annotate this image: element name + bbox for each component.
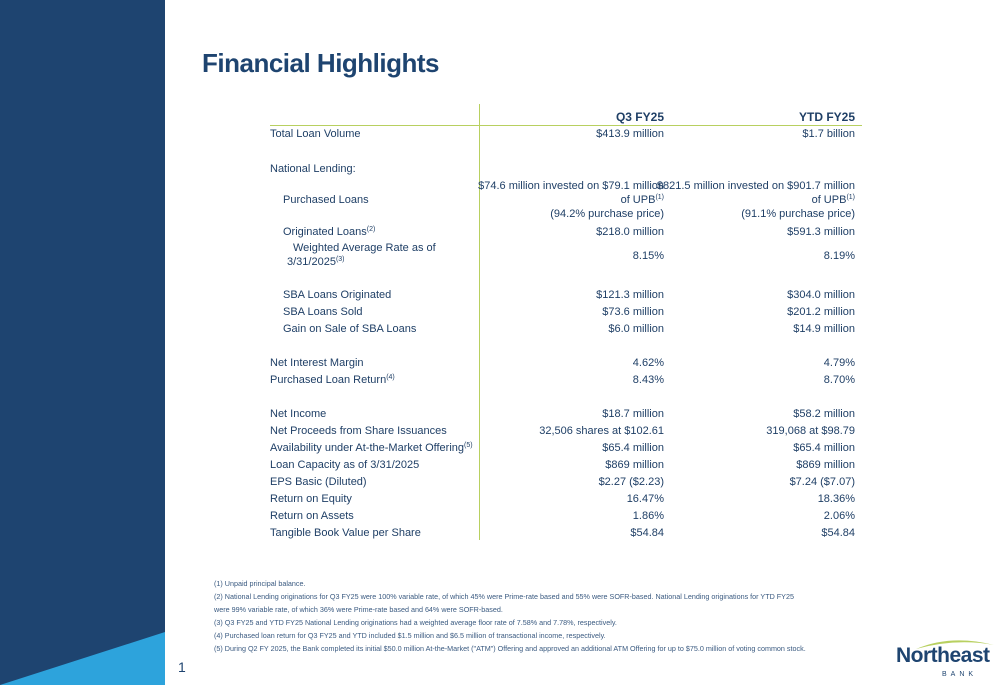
ytd-value: $591.3 million <box>787 226 855 238</box>
q3-value <box>621 194 664 206</box>
ytd-value: $14.9 million <box>793 323 855 335</box>
ytd-value: $7.24 ($7.07) <box>789 476 855 488</box>
row-label: Net Proceeds from Share Issuances <box>270 425 447 437</box>
row-label: Weighted Average Rate as of <box>293 242 436 254</box>
ytd-value: $201.2 million <box>787 306 855 318</box>
q3-value: $18.7 million <box>602 408 664 420</box>
row-label-text: Originated Loans <box>283 226 367 238</box>
footnote-ref: (2) <box>366 226 376 233</box>
footnote-ref: (5) <box>464 442 473 449</box>
page-title: Financial Highlights <box>202 48 440 78</box>
q3-value: 4.62% <box>632 357 664 369</box>
ytd-value: 4.79% <box>823 357 855 369</box>
row-label: National Lending: <box>270 163 356 175</box>
col-q3-header: Q3 FY25 <box>615 110 664 124</box>
q3-value: $413.9 million <box>596 128 664 140</box>
ytd-value: 319,068 at $98.79 <box>766 425 855 437</box>
logo-subtext: BANK <box>942 671 978 678</box>
q3-upb-text: of UPB <box>620 194 656 206</box>
q3-value: $65.4 million <box>602 442 664 454</box>
footnote: (3) Q3 FY25 and YTD FY25 National Lending originations had a weighted average floor rate of 7.58% and 7.78%, respectively. <box>214 617 617 627</box>
row-label: Purchased Loans <box>283 194 369 206</box>
q3-value: 16.47% <box>626 493 664 505</box>
footnote-ref: (1) <box>655 194 664 201</box>
row-label <box>287 256 345 268</box>
footnote: (5) During Q2 FY 2025, the Bank completed its initial $50.0 million At-the-Market ("ATM") Offering and approved an additional ATM Offering for up to $75.0 million of voting common stock. <box>214 643 806 653</box>
q3-value: $218.0 million <box>596 226 664 238</box>
ytd-value: $821.5 million invested on $901.7 million <box>656 180 855 192</box>
column-divider <box>479 104 480 540</box>
footnote: were 99% variable rate, of which 36% were Prime-rate based and 64% were SOFR-based. <box>214 604 503 614</box>
ytd-value <box>812 194 855 206</box>
q3-value: 8.43% <box>632 374 664 386</box>
q3-value: $2.27 ($2.23) <box>598 476 664 488</box>
northeast-bank-logo <box>896 636 996 682</box>
q3-value: (94.2% purchase price) <box>550 208 664 220</box>
logo-wordmark: Northeast <box>896 644 990 667</box>
ytd-value: 18.36% <box>817 493 855 505</box>
footnote: (1) Unpaid principal balance. <box>214 579 306 588</box>
row-label-text: 3/31/2025 <box>287 256 336 268</box>
q3-value: $54.84 <box>630 527 664 539</box>
ytd-value: 8.19% <box>823 250 855 262</box>
row-label: Gain on Sale of SBA Loans <box>283 323 417 335</box>
ytd-value: 8.70% <box>823 374 855 386</box>
footnote-ref: (3) <box>335 256 345 263</box>
row-label <box>270 442 473 454</box>
row-label: Net Income <box>270 408 327 420</box>
q3-value: $869 million <box>605 459 664 471</box>
q3-value: $121.3 million <box>596 289 664 301</box>
ytd-value: $58.2 million <box>793 408 855 420</box>
row-label <box>270 374 395 386</box>
ytd-upb-text: of UPB <box>811 194 847 206</box>
footnote: (2) National Lending originations for Q3 FY25 were 100% variable rate, of which 45% were Prime-rate based and 55% were SOFR-based. National Lending originations for YTD FY25 <box>214 591 794 601</box>
row-label: Tangible Book Value per Share <box>270 527 421 539</box>
footnote-ref: (1) <box>846 194 855 201</box>
sidebar-band <box>0 0 165 685</box>
ytd-value: $304.0 million <box>787 289 855 301</box>
page-number: 1 <box>178 659 186 675</box>
q3-value: 8.15% <box>632 250 664 262</box>
ytd-value: $1.7 billion <box>802 128 855 140</box>
q3-value: 1.86% <box>632 510 664 522</box>
ytd-value: $54.84 <box>821 527 855 539</box>
row-label: Total Loan Volume <box>270 128 361 140</box>
row-label: SBA Loans Originated <box>283 289 392 301</box>
footnote: (4) Purchased loan return for Q3 FY25 and YTD included $1.5 million and $6.5 million of transactional income, respectively. <box>214 630 606 640</box>
ytd-value: (91.1% purchase price) <box>741 208 855 220</box>
row-label-text: Purchased Loan Return <box>270 374 387 386</box>
row-label: Net Interest Margin <box>270 357 364 369</box>
row-label <box>283 226 375 238</box>
row-label: Return on Equity <box>270 493 352 505</box>
row-label: Loan Capacity as of 3/31/2025 <box>270 459 420 471</box>
ytd-value: $869 million <box>796 459 855 471</box>
row-label-text: Availability under At-the-Market Offering <box>270 442 465 454</box>
footnote-ref: (4) <box>386 374 395 381</box>
col-ytd-header: YTD FY25 <box>798 110 855 124</box>
row-label: EPS Basic (Diluted) <box>270 476 367 488</box>
sidebar-accent-triangle <box>0 0 165 685</box>
q3-value: 32,506 shares at $102.61 <box>539 425 664 437</box>
row-label: Return on Assets <box>270 510 354 522</box>
header-rule <box>270 125 862 126</box>
ytd-value: 2.06% <box>823 510 855 522</box>
row-label: SBA Loans Sold <box>283 306 363 318</box>
q3-value: $6.0 million <box>608 323 664 335</box>
q3-value: $74.6 million invested on $79.1 million <box>478 180 664 192</box>
q3-value: $73.6 million <box>602 306 664 318</box>
footnotes <box>214 578 904 655</box>
ytd-value: $65.4 million <box>793 442 855 454</box>
